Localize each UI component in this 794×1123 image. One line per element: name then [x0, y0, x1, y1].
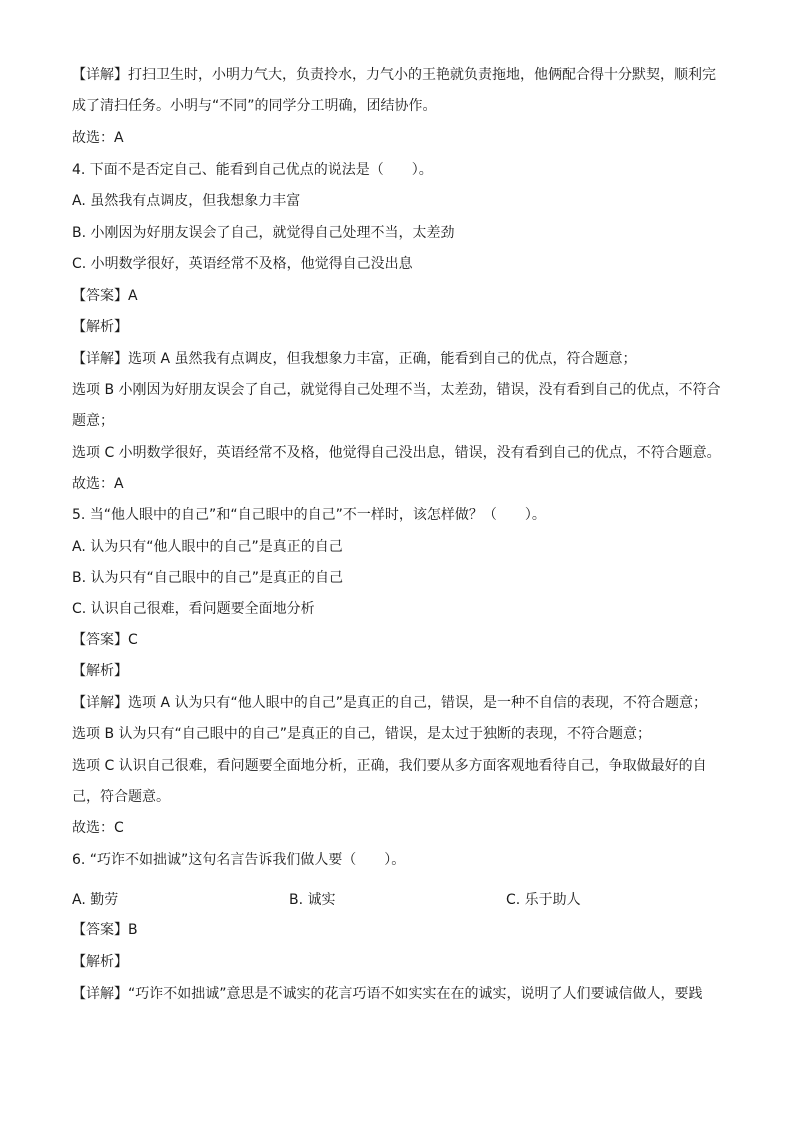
- q4-explanation-line-1: 【详解】选项 A 虽然我有点调皮，但我想象力丰富，正确，能看到自己的优点，符合题意；: [72, 351, 637, 367]
- q5-explanation-line-1: 【详解】选项 A 认为只有“他人眼中的自己”是真正的自己，错误，是一种不自信的表现，不符合题意；: [72, 695, 707, 711]
- q5-explanation-line-2: 选项 B 认为只有“自己眼中的自己”是真正的自己，错误，是太过于独断的表现，不符合题意；: [72, 726, 652, 742]
- q4-explanation-line-3: 题意；: [72, 413, 114, 429]
- q4-option-a: A. 虽然我有点调皮，但我想象力丰富: [72, 193, 301, 209]
- q4-explanation-line-2: 选项 B 小刚因为好朋友误会了自己，就觉得自己处理不当，太差劲，错误，没有看到自己的优点，不符合: [72, 382, 721, 398]
- q5-option-b: B. 认为只有“自己眼中的自己”是真正的自己: [72, 570, 344, 586]
- q6-option-c: C. 乐于助人: [506, 892, 581, 908]
- q6-option-b: B. 诚实: [289, 892, 336, 908]
- q3-explanation-line-2: 成了清扫任务。小明与“不同”的同学分工明确，团结协作。: [72, 98, 437, 114]
- q6-explanation-line-1: 【详解】“巧诈不如拙诚”意思是不诚实的花言巧语不如实实在在的诚实，说明了人们要诚信做人，要践: [72, 986, 703, 1002]
- q4-answer: 【答案】A: [72, 288, 138, 304]
- q5-analysis-heading: 【解析】: [72, 663, 128, 679]
- q6-answer: 【答案】B: [72, 922, 138, 938]
- q3-explanation-line-1: 【详解】打扫卫生时，小明力气大，负责拎水，力气小的王艳就负责拖地，他俩配合得十分默契，顺利完: [72, 67, 716, 83]
- q5-answer: 【答案】C: [72, 632, 138, 648]
- q4-explanation-line-4: 选项 C 小明数学很好，英语经常不及格，他觉得自己没出息，错误，没有看到自己的优点，不符合题意。: [72, 445, 721, 461]
- q5-question: 5. 当“他人眼中的自己”和“自己眼中的自己”不一样时，该怎样做？（ ）。: [72, 507, 546, 523]
- q4-answer-choice: 故选：A: [72, 476, 124, 492]
- q6-option-a: A. 勤劳: [72, 892, 119, 908]
- q4-option-b: B. 小刚因为好朋友误会了自己，就觉得自己处理不当，太差劲: [72, 225, 455, 241]
- q3-answer-choice: 故选：A: [72, 130, 124, 146]
- q5-option-a: A. 认为只有“他人眼中的自己”是真正的自己: [72, 539, 343, 555]
- q4-option-c: C. 小明数学很好，英语经常不及格，他觉得自己没出息: [72, 256, 413, 272]
- q4-question: 4. 下面不是否定自己、能看到自己优点的说法是（ ）。: [72, 162, 433, 178]
- q5-option-c: C. 认识自己很难，看问题要全面地分析: [72, 601, 315, 617]
- q6-question: 6. “巧诈不如拙诚”这句名言告诉我们做人要（ ）。: [72, 852, 406, 868]
- q5-explanation-line-3: 选项 C 认识自己很难，看问题要全面地分析，正确，我们要从多方面客观地看待自己，争取做最好的自: [72, 758, 707, 774]
- q4-analysis-heading: 【解析】: [72, 319, 128, 335]
- q5-explanation-line-4: 己，符合题意。: [72, 789, 170, 805]
- q6-analysis-heading: 【解析】: [72, 954, 128, 970]
- q5-answer-choice: 故选：C: [72, 820, 124, 836]
